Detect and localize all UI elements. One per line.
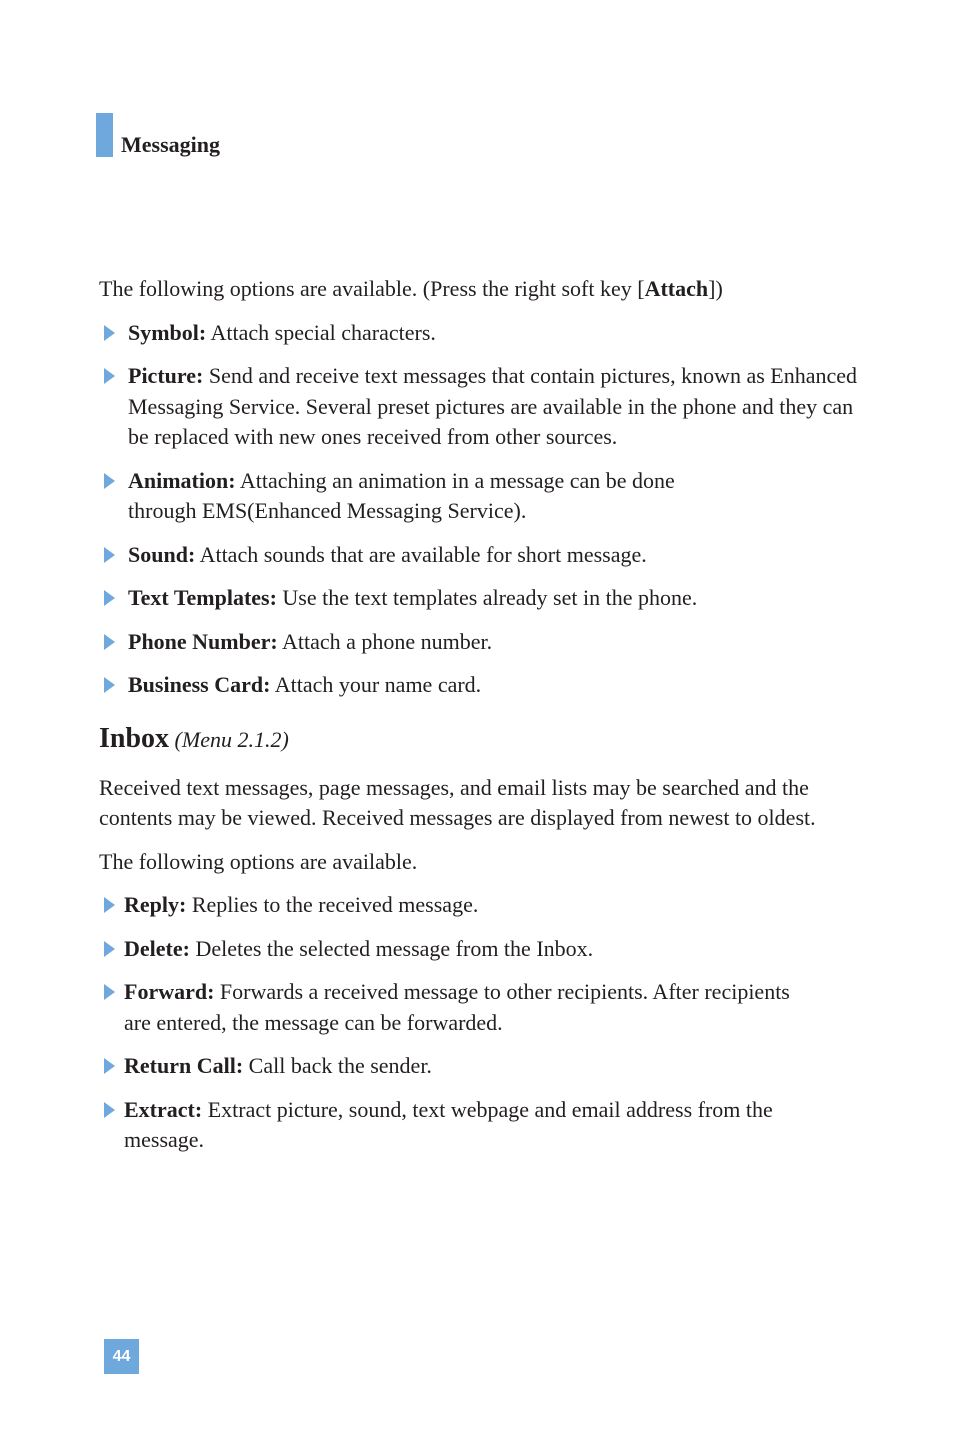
list-item	[99, 890, 859, 921]
list-item	[99, 466, 859, 527]
triangle-right-icon	[104, 1058, 115, 1074]
option-text: Use the text templates already set in the phone.	[276, 585, 698, 610]
option-text: Attach a phone number.	[277, 628, 493, 654]
list-item	[99, 934, 859, 965]
option-text: Attach your name card.	[270, 672, 482, 697]
attach-options-intro	[99, 274, 859, 305]
inbox-title: Inbox	[99, 722, 170, 754]
option-term: Delete:	[124, 935, 190, 961]
page-number: 44	[104, 1339, 139, 1374]
attach-options-list	[99, 318, 859, 701]
list-item	[99, 1051, 859, 1082]
list-item	[99, 318, 859, 349]
option-text: Send and receive text messages that contain pictures, known as Enhanced Messaging Service. Several preset pictures are available in the phone and they can be replaced with new ones received from other sources.	[128, 363, 858, 449]
triangle-right-icon	[104, 368, 115, 384]
option-term: Forward:	[124, 979, 215, 1004]
option-term: Text Templates:	[128, 585, 277, 610]
triangle-right-icon	[104, 1102, 115, 1118]
triangle-right-icon	[104, 473, 115, 489]
list-item	[99, 361, 859, 453]
attach-key-label: Attach	[644, 276, 709, 301]
triangle-right-icon	[104, 984, 115, 1000]
option-term: Animation:	[128, 467, 236, 493]
page-header-title: Messaging	[121, 132, 220, 157]
inbox-description: Received text messages, page messages, and email lists may be searched and the contents may be viewed. Received messages are displayed from newest to oldest.	[99, 774, 816, 830]
list-item	[99, 583, 859, 614]
option-text: Attaching an animation in a message can be done through EMS(Enhanced Messaging Service).	[128, 467, 675, 523]
inbox-options-intro: The following options are available.	[99, 848, 418, 874]
option-text: Deletes the selected message from the Inbox.	[189, 935, 594, 961]
option-term: Extract:	[124, 1096, 203, 1122]
list-item	[99, 540, 859, 571]
option-term: Reply:	[124, 892, 187, 917]
list-item	[99, 1095, 859, 1156]
option-term: Business Card:	[128, 672, 271, 697]
header-accent-bar	[96, 113, 113, 157]
option-text: Attach sounds that are available for short message.	[195, 541, 647, 567]
option-text: Call back the sender.	[243, 1053, 432, 1078]
option-term: Symbol:	[128, 319, 207, 345]
triangle-right-icon	[104, 897, 115, 913]
option-text: Extract picture, sound, text webpage and email address from the message.	[124, 1096, 773, 1152]
option-term: Phone Number:	[128, 628, 278, 654]
list-item	[99, 977, 859, 1038]
triangle-right-icon	[104, 590, 115, 606]
list-item	[99, 627, 859, 658]
triangle-right-icon	[104, 941, 115, 957]
list-item	[99, 670, 859, 701]
option-term: Return Call:	[124, 1053, 244, 1078]
inbox-heading	[99, 723, 859, 756]
option-text: Forwards a received message to other recipients. After recipients are entered, the message can be forwarded.	[124, 979, 790, 1035]
intro-prefix: The following options are available. (Press the right soft key [	[99, 276, 645, 301]
option-term: Picture:	[128, 363, 204, 388]
option-text: Replies to the received message.	[186, 892, 479, 917]
intro-suffix: ])	[708, 276, 723, 301]
option-term: Sound:	[128, 541, 196, 567]
triangle-right-icon	[104, 547, 115, 563]
option-text: Attach special characters.	[206, 319, 436, 345]
main-content	[99, 274, 859, 1169]
inbox-menu-reference: (Menu 2.1.2)	[174, 726, 289, 752]
inbox-options-list	[99, 890, 859, 1156]
triangle-right-icon	[104, 325, 115, 341]
triangle-right-icon	[104, 677, 115, 693]
triangle-right-icon	[104, 634, 115, 650]
